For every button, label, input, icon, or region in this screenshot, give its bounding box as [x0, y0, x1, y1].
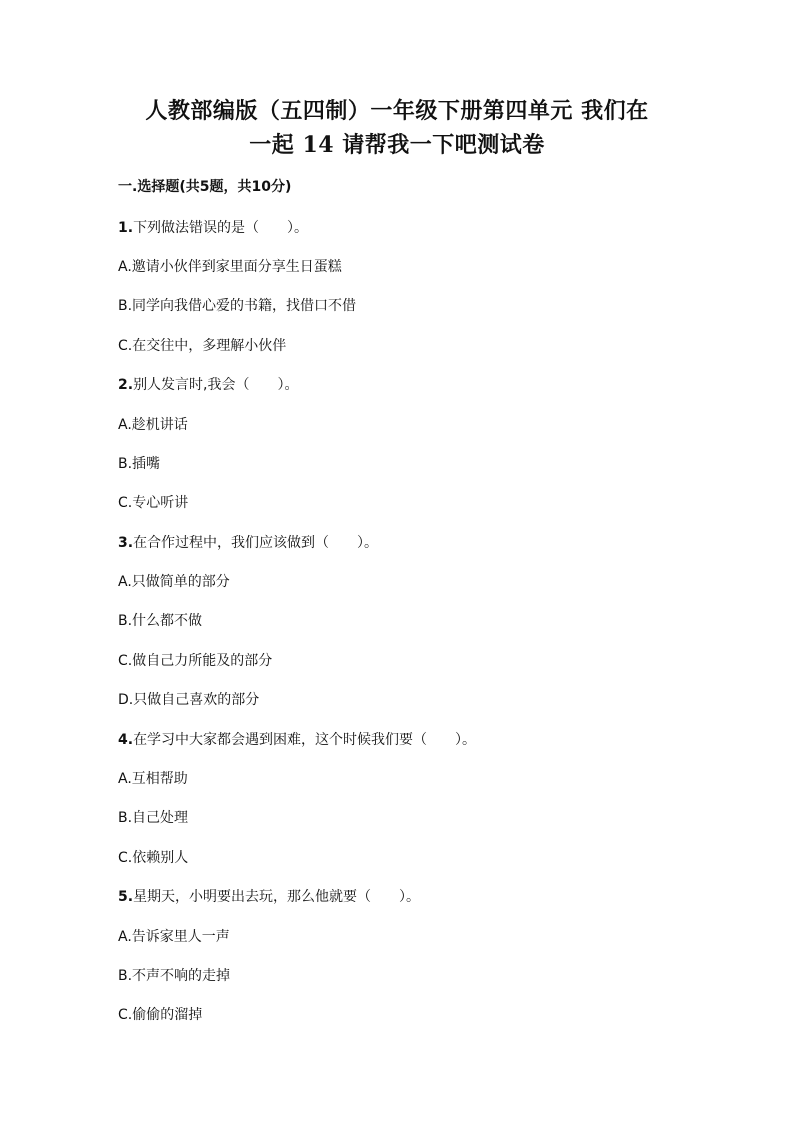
question-3-option-a: A.只做简单的部分: [118, 574, 230, 590]
page-title-line-2: 一起 14 请帮我一下吧测试卷: [249, 132, 545, 158]
question-number: 2.: [118, 377, 134, 393]
question-5-option-b: B.不声不响的走掉: [118, 968, 231, 984]
question-stem: 别人发言时,我会（ ）。: [133, 377, 299, 393]
question-3-option-d: D.只做自己喜欢的部分: [118, 692, 260, 708]
question-stem: 在学习中大家都会遇到困难，这个时候我们要（ ）。: [133, 732, 477, 748]
question-3: [118, 533, 378, 553]
question-2-option-c: C.专心听讲: [118, 495, 189, 511]
question-3-option-c: C.做自己力所能及的部分: [118, 653, 273, 669]
question-4-option-c: C.依赖别人: [118, 850, 189, 866]
question-1: [118, 218, 308, 238]
question-5-option-a: A.告诉家里人一声: [118, 929, 230, 945]
question-1-option-a: A.邀请小伙伴到家里面分享生日蛋糕: [118, 259, 342, 275]
question-5-option-c: C.偷偷的溜掉: [118, 1007, 203, 1023]
question-number: 1.: [118, 220, 134, 236]
question-number: 5.: [118, 889, 134, 905]
question-number: 3.: [118, 535, 134, 551]
question-4-option-a: A.互相帮助: [118, 771, 188, 787]
question-1-option-b: B.同学向我借心爱的书籍，找借口不借: [118, 298, 357, 314]
question-2-option-b: B.插嘴: [118, 456, 161, 472]
question-number: 4.: [118, 732, 134, 748]
question-stem: 星期天，小明要出去玩，那么他就要（ ）。: [133, 889, 421, 905]
question-stem: 下列做法错误的是（ ）。: [133, 220, 309, 236]
section-heading: 一.选择题(共5题，共10分): [118, 179, 292, 195]
question-3-option-b: B.什么都不做: [118, 613, 203, 629]
question-2: [118, 375, 299, 395]
page-title-line-1: 人教部编版（五四制）一年级下册第四单元 我们在: [145, 98, 649, 124]
question-2-option-a: A.趁机讲话: [118, 417, 188, 433]
question-stem: 在合作过程中，我们应该做到（ ）。: [133, 535, 379, 551]
question-1-option-c: C.在交往中，多理解小伙伴: [118, 338, 287, 354]
question-4-option-b: B.自己处理: [118, 810, 189, 826]
question-4: [118, 730, 476, 750]
question-5: [118, 887, 420, 907]
